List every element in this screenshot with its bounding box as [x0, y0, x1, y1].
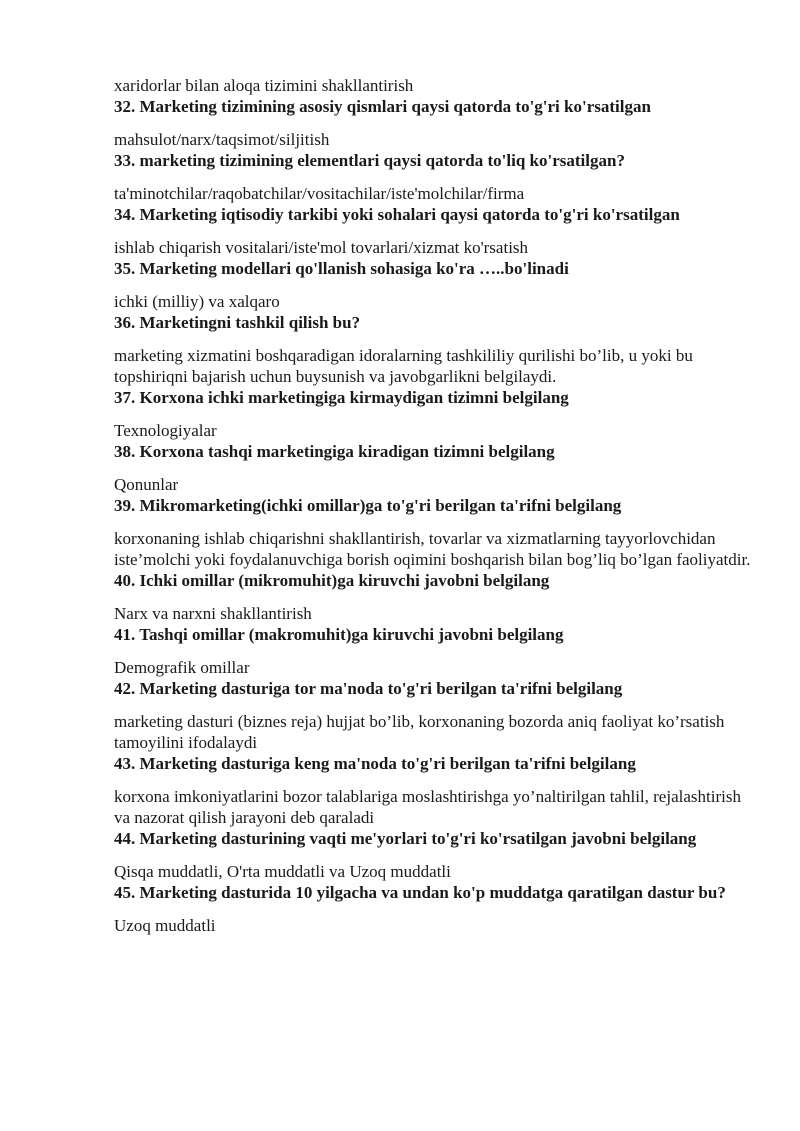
question-text: 45. Marketing dasturida 10 yilgacha va undan ko'p muddatga qaratilgan dastur bu?: [114, 883, 726, 902]
question-text: 34. Marketing iqtisodiy tarkibi yoki sohalari qaysi qatorda to'g'ri ko'rsatilgan: [114, 205, 680, 224]
question-text: 41. Tashqi omillar (makromuhit)ga kiruvchi javobni belgilang: [114, 625, 564, 644]
question-text: 44. Marketing dasturining vaqti me'yorlari to'g'ri ko'rsatilgan javobni belgilang: [114, 829, 697, 848]
answer-text: Demografik omillar: [114, 658, 250, 677]
answer-text: Uzoq muddatli: [114, 916, 216, 935]
answer-text: mahsulot/narx/taqsimot/siljitish: [114, 130, 330, 149]
answer-text: ichki (milliy) va xalqaro: [114, 292, 280, 311]
answer-text: marketing dasturi (biznes reja) hujjat bo’lib, korxonaning bozorda aniq faoliyat ko’rsatish tamoyilini ifodalaydi: [114, 712, 725, 752]
question-text: 36. Marketingni tashkil qilish bu?: [114, 313, 361, 332]
question-text: 40. Ichki omillar (mikromuhit)ga kiruvchi javobni belgilang: [114, 571, 550, 590]
question-text: 37. Korxona ichki marketingiga kirmaydigan tizimni belgilang: [114, 388, 569, 407]
answer-text: ishlab chiqarish vositalari/iste'mol tovarlari/xizmat ko'rsatish: [114, 238, 529, 257]
question-text: 33. marketing tizimining elementlari qaysi qatorda to'liq ko'rsatilgan?: [114, 151, 625, 170]
answer-text: Texnologiyalar: [114, 421, 217, 440]
question-text: 39. Mikromarketing(ichki omillar)ga to'g'ri berilgan ta'rifni belgilang: [114, 496, 622, 515]
answer-text: ta'minotchilar/raqobatchilar/vositachilar/iste'molchilar/firma: [114, 184, 525, 203]
answer-text: korxonaning ishlab chiqarishni shakllantirish, tovarlar va xizmatlarning tayyorlovchidan iste’molchi yoki foydalanuvchiga borish oqimini boshqarish bilan bog’liq bo’lgan faoliyatdir.: [114, 529, 751, 569]
answer-text: Qisqa muddatli, O'rta muddatli va Uzoq muddatli: [114, 862, 451, 881]
question-text: 38. Korxona tashqi marketingiga kiradigan tizimni belgilang: [114, 442, 555, 461]
answer-text: Narx va narxni shakllantirish: [114, 604, 312, 623]
answer-text: marketing xizmatini boshqaradigan idoralarning tashkililiy qurilishi bo’lib, u yoki bu topshiriqni bajarish uchun buysunish va javobgarlikni belgilaydi.: [114, 346, 693, 386]
question-text: 32. Marketing tizimining asosiy qismlari qaysi qatorda to'g'ri ko'rsatilgan: [114, 97, 651, 116]
answer-text: Qonunlar: [114, 475, 179, 494]
document-page: [114, 75, 754, 936]
answer-text: xaridorlar bilan aloqa tizimini shakllantirish: [114, 76, 414, 95]
answer-text: korxona imkoniyatlarini bozor talablariga moslashtirishga yo’naltirilgan tahlil, rejalashtirish va nazorat qilish jarayoni deb qaraladi: [114, 787, 741, 827]
question-text: 35. Marketing modellari qo'llanish sohasiga ko'ra …..bo'linadi: [114, 259, 569, 278]
question-text: 42. Marketing dasturiga tor ma'noda to'g'ri berilgan ta'rifni belgilang: [114, 679, 623, 698]
question-text: 43. Marketing dasturiga keng ma'noda to'g'ri berilgan ta'rifni belgilang: [114, 754, 636, 773]
